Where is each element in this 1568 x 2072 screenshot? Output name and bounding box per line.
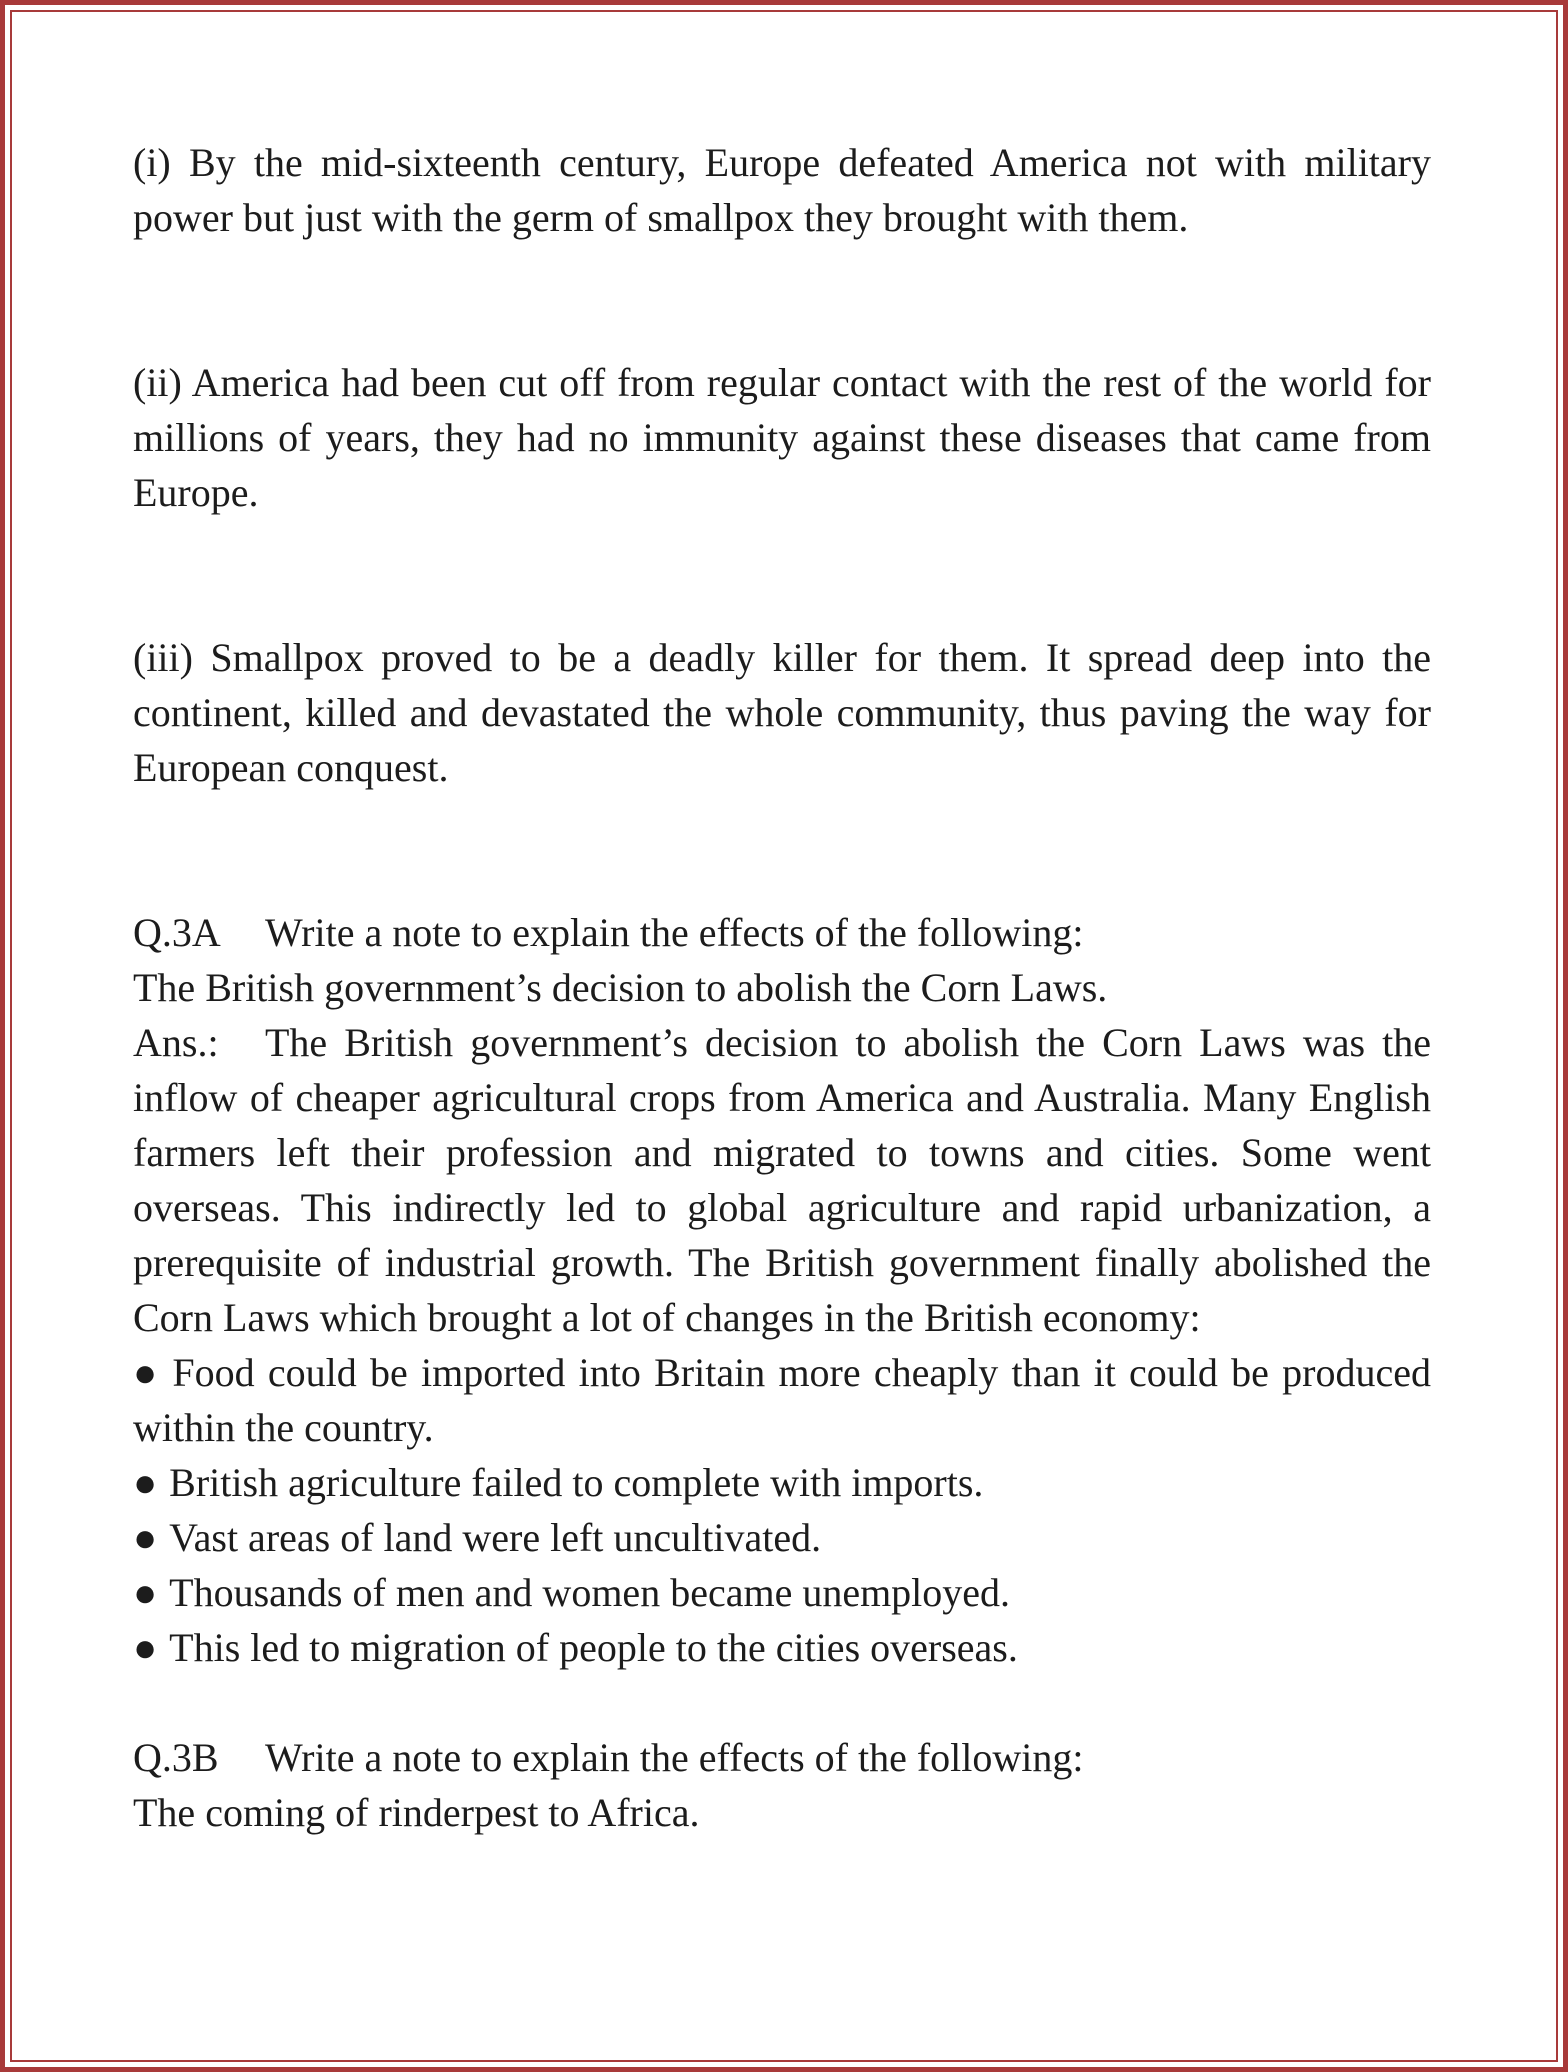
question-3b — [133, 1730, 1431, 1840]
list-item: ● Food could be imported into Britain more cheaply than it could be produced within the country. — [133, 1350, 1431, 1450]
question-prompt: Write a note to explain the effects of the following: — [265, 1735, 1084, 1780]
question-3b-heading — [133, 1730, 1431, 1785]
list-item: ● British agriculture failed to complete with imports. — [133, 1460, 984, 1505]
bullet-icon: ● — [133, 1570, 158, 1615]
answer-paragraph — [133, 1015, 1431, 1345]
question-3a — [133, 905, 1431, 1675]
point-i: (i) By the mid-sixteenth century, Europe defeated America not with military power but just with the germ of smallpox they brought with them. — [133, 140, 1431, 240]
answer-label: Ans.: — [133, 1020, 219, 1065]
question-topic: The coming of rinderpest to Africa. — [133, 1790, 700, 1835]
list-item: ● Thousands of men and women became unemployed. — [133, 1570, 1011, 1615]
answer-text: The British government’s decision to abolish the Corn Laws was the inflow of cheaper agricultural crops from America and Australia. Many English farmers left their profession and migrated to towns and cities. Some went overseas. This indirectly led to global agriculture and rapid urbanization, a prerequisite of industrial growth. The British government finally abolished the Corn Laws which brought a lot of changes in the British economy: — [133, 1020, 1431, 1340]
bullet-icon: ● — [133, 1460, 158, 1505]
bullet-icon: ● — [133, 1515, 158, 1560]
point-ii: (ii) America had been cut off from regular contact with the rest of the world for millions of years, they had no immunity against these diseases that came from Europe. — [133, 360, 1431, 515]
document-content — [133, 135, 1431, 1840]
point-iii: (iii) Smallpox proved to be a deadly killer for them. It spread deep into the continent, killed and devastated the whole community, thus paving the way for European conquest. — [133, 635, 1431, 790]
question-topic: The British government’s decision to abolish the Corn Laws. — [133, 965, 1108, 1010]
question-3a-heading — [133, 905, 1431, 960]
question-number: Q.3B — [133, 1735, 219, 1780]
list-item: ● Vast areas of land were left uncultivated. — [133, 1515, 822, 1560]
question-number: Q.3A — [133, 910, 221, 955]
list-item: ● This led to migration of people to the cities overseas. — [133, 1625, 1018, 1670]
bullet-icon: ● — [133, 1625, 158, 1670]
bullet-icon: ● — [133, 1350, 161, 1395]
question-prompt: Write a note to explain the effects of the following: — [265, 910, 1084, 955]
